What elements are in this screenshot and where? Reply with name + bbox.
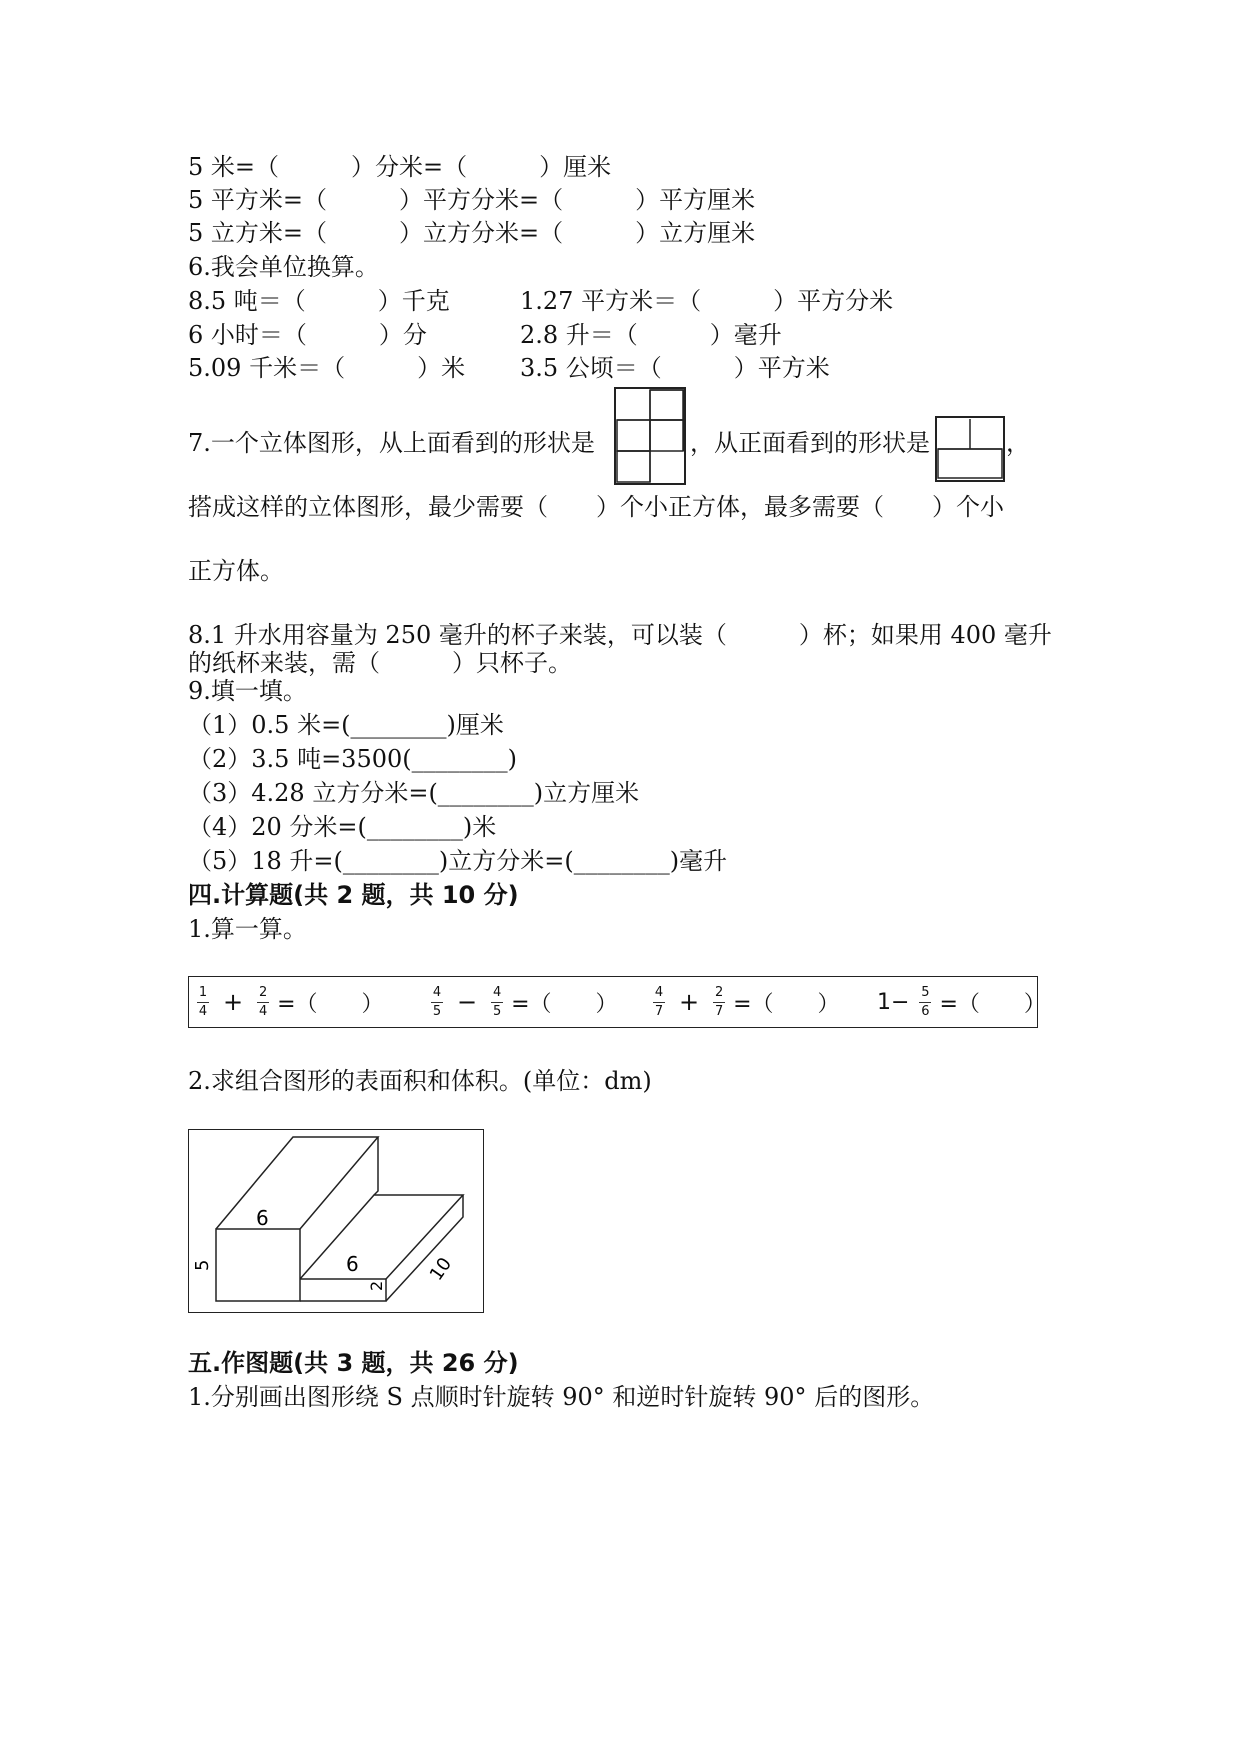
q6-item-km: 5.09 千米＝（ ）米	[188, 354, 466, 382]
q9-item-5: （5）18 升=(________)立方分米=(________)毫升	[188, 847, 728, 875]
fraction-expression-2: 4 5 − 4 5 =（ ）	[432, 984, 618, 1019]
fraction-expression-4: 1− 5 6 =（ ）	[877, 984, 1046, 1019]
q7-comma: ，	[1006, 429, 1030, 457]
fraction-expression-3: 4 7 + 2 7 =（ ）	[654, 984, 840, 1019]
q9-item-3: （3）4.28 立方分米=(________)立方厘米	[188, 779, 640, 807]
composite-solid-figure	[188, 1129, 484, 1313]
conv-line-square-meter: 5 平方米=（ ）平方分米=（ ）平方厘米	[188, 186, 756, 214]
fraction: 4 7	[654, 984, 664, 1019]
q9-item-1: （1）0.5 米=(________)厘米	[188, 711, 504, 739]
front-view-figure	[935, 416, 1005, 482]
draw-q1-text: 1.分别画出图形绕 S 点顺时针旋转 90° 和逆时针旋转 90° 后的图形。	[188, 1383, 935, 1411]
label-top-width: 6	[256, 1206, 269, 1230]
q6-item-ton: 8.5 吨＝（ ）千克	[188, 287, 450, 315]
conv-line-cubic-meter: 5 立方米=（ ）立方分米=（ ）立方厘米	[188, 219, 756, 247]
fraction: 2 4	[258, 984, 268, 1019]
section-4-heading: 四.计算题(共 2 题，共 10 分)	[188, 881, 519, 909]
q6-item-liter: 2.8 升＝（ ）毫升	[520, 321, 782, 349]
q6-item-hectare: 3.5 公顷＝（ ）平方米	[520, 354, 830, 382]
fraction: 1 4	[198, 984, 208, 1019]
calc-q1-title: 1.算一算。	[188, 915, 307, 943]
fraction-expression-1: 1 4 + 2 4 =（ ）	[198, 984, 384, 1019]
fraction: 2 7	[714, 984, 724, 1019]
q9-item-2: （2）3.5 吨=3500(________)	[188, 745, 517, 773]
top-view-figure	[614, 387, 686, 485]
question-6-title: 6.我会单位换算。	[188, 253, 379, 281]
label-depth: 10	[425, 1253, 457, 1285]
q7-text-line3: 正方体。	[188, 557, 284, 585]
q7-text-top-view: 7.一个立体图形，从上面看到的形状是	[188, 429, 595, 457]
section-5-heading: 五.作图题(共 3 题，共 26 分)	[188, 1349, 519, 1377]
q9-item-4: （4）20 分米=(________)米	[188, 813, 497, 841]
label-low-width: 6	[346, 1252, 359, 1276]
q9-title: 9.填一填。	[188, 677, 307, 705]
q7-text-front-view: ，从正面看到的形状是	[690, 429, 930, 457]
fraction: 5 6	[921, 984, 930, 1019]
fraction-calc-box	[188, 976, 1046, 1028]
calc-q2-title: 2.求组合图形的表面积和体积。(单位：dm)	[188, 1067, 652, 1095]
conv-line-meter: 5 米=（ ）分米=（ ）厘米	[188, 153, 612, 181]
q8-line1: 8.1 升水用容量为 250 毫升的杯子来装，可以装（ ）杯；如果用 400 毫升	[188, 621, 1052, 649]
label-front-height: 5	[192, 1259, 213, 1271]
label-low-height: 2	[367, 1280, 386, 1291]
q6-item-hour: 6 小时＝（ ）分	[188, 321, 427, 349]
fraction: 4 5	[432, 984, 442, 1019]
fraction: 4 5	[492, 984, 502, 1019]
q7-text-line2: 搭成这样的立体图形，最少需要（ ）个小正方体，最多需要（ ）个小	[188, 493, 1004, 521]
q6-item-square-meter: 1.27 平方米＝（ ）平方分米	[520, 287, 894, 315]
q8-line2: 的纸杯来装，需（ ）只杯子。	[188, 649, 572, 677]
